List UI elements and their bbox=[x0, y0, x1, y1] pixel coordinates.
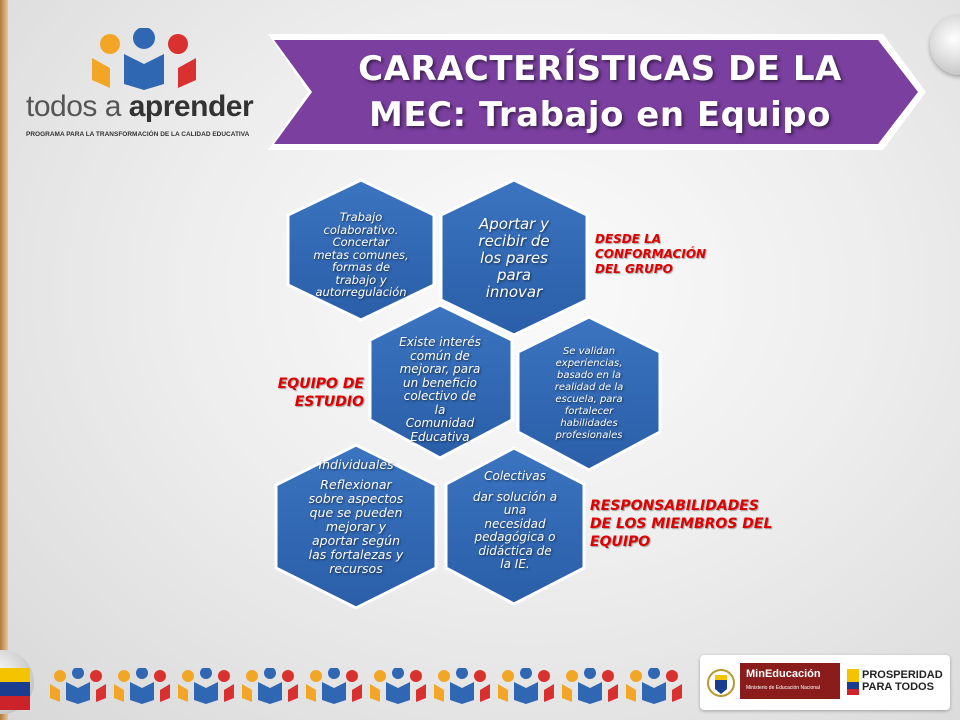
mineducacion-logo bbox=[740, 663, 840, 699]
logo-name-bold: aprender bbox=[128, 90, 254, 123]
hex5-line: sobre aspectos bbox=[308, 491, 404, 506]
logo-name-light: todos a bbox=[26, 90, 129, 123]
hex2-line: para bbox=[496, 265, 532, 284]
hex6-line: una bbox=[503, 503, 527, 517]
footer-logos bbox=[700, 655, 950, 710]
hex2-line: los pares bbox=[480, 248, 548, 267]
hex4-line: habilidades bbox=[560, 418, 618, 429]
label-line: DESDE LA bbox=[595, 232, 662, 246]
hex2-line: innovar bbox=[485, 282, 543, 301]
label-responsabilidades bbox=[590, 497, 772, 551]
hex6-heading: Colectivas bbox=[484, 469, 546, 483]
prosperidad-flag-icon bbox=[847, 669, 859, 695]
hex4-line: realidad de la bbox=[554, 382, 624, 393]
hex3-line: Comunidad bbox=[405, 416, 475, 430]
title-line-1: CARACTERÍSTICAS DE LA bbox=[358, 49, 842, 89]
hex3-line: un beneficio bbox=[402, 375, 478, 390]
prosperidad-line: PROSPERIDAD bbox=[862, 669, 943, 681]
hex4-line: profesionales bbox=[555, 430, 623, 441]
hex5-line: mejorar y bbox=[325, 519, 387, 534]
hex4-line: basado en la bbox=[556, 370, 622, 381]
hexagon-4-text bbox=[528, 335, 650, 453]
title-line-2: MEC: Trabajo en Equipo bbox=[369, 95, 831, 135]
hex1-line: formas de bbox=[331, 260, 391, 275]
hexagon-2-text bbox=[455, 205, 573, 311]
footer-people-icons bbox=[48, 668, 698, 708]
hexagon-5-text bbox=[282, 458, 430, 594]
hex3-line: la bbox=[434, 402, 446, 417]
hex5-line: recursos bbox=[329, 561, 383, 576]
hex1-line: colaborativo. bbox=[323, 222, 399, 237]
hex1-line: Concertar bbox=[332, 235, 390, 250]
hex4-line: experiencias, bbox=[555, 358, 623, 369]
hex3-line: colectivo de bbox=[403, 389, 477, 403]
hex5-line: Reflexionar bbox=[320, 477, 392, 492]
hex4-line: Se validan bbox=[562, 346, 616, 357]
label-line: DE LOS MIEMBROS DEL bbox=[590, 516, 773, 532]
hex5-line: que se pueden bbox=[309, 505, 403, 520]
hex6-line: didáctica de bbox=[478, 543, 552, 558]
ministry-subtitle: Ministerio de Educación Nacional bbox=[746, 685, 820, 691]
hex3-line: mejorar, para bbox=[399, 362, 481, 376]
label-line: EQUIPO DE bbox=[277, 376, 364, 392]
hex2-line: recibir de bbox=[478, 231, 550, 250]
hex2-line: Aportar y bbox=[478, 214, 549, 233]
hex1-line: metas comunes, bbox=[313, 247, 409, 262]
label-line: RESPONSABILIDADES bbox=[590, 498, 759, 514]
prosperidad-line: PARA TODOS bbox=[862, 681, 934, 693]
hex6-line: dar solución a bbox=[472, 489, 558, 504]
ministry-title: MinEducación bbox=[746, 668, 821, 680]
hex3-line: Educativa bbox=[410, 429, 470, 444]
label-line: CONFORMACIÓN bbox=[595, 247, 707, 261]
hex5-line: las fortalezas y bbox=[308, 547, 404, 562]
hex6-line: necesidad bbox=[484, 516, 546, 531]
hex1-line: autorregulación bbox=[315, 285, 407, 300]
hex4-line: fortalecer bbox=[564, 406, 614, 417]
hex5-line: aportar según bbox=[311, 533, 401, 548]
label-line: EQUIPO bbox=[590, 534, 651, 550]
hexagon-6-text bbox=[454, 470, 576, 590]
hex6-line: pedagógica o bbox=[474, 530, 556, 544]
label-desde-la-conformacion bbox=[595, 232, 706, 277]
hex3-line: común de bbox=[410, 348, 470, 363]
colombia-coat-of-arms-icon bbox=[706, 663, 736, 703]
hexagon-3-text bbox=[378, 330, 502, 450]
hex1-line: trabajo y bbox=[335, 272, 387, 287]
logo-tagline: PROGRAMA PARA LA TRANSFORMACIÓN DE LA CALIDAD EDUCATIVA bbox=[26, 131, 250, 138]
hex6-line: la IE. bbox=[500, 557, 530, 571]
hex3-line: Existe interés bbox=[399, 335, 481, 349]
hex4-line: escuela, para bbox=[555, 394, 623, 405]
hex5-heading: Individuales bbox=[318, 457, 394, 472]
prosperidad-logo bbox=[862, 669, 943, 693]
hex1-line: Trabajo bbox=[339, 210, 383, 225]
label-line: ESTUDIO bbox=[294, 394, 364, 410]
hexagon-1-text bbox=[298, 202, 424, 308]
label-line: DEL GRUPO bbox=[595, 262, 673, 276]
label-equipo-de-estudio bbox=[260, 375, 364, 411]
